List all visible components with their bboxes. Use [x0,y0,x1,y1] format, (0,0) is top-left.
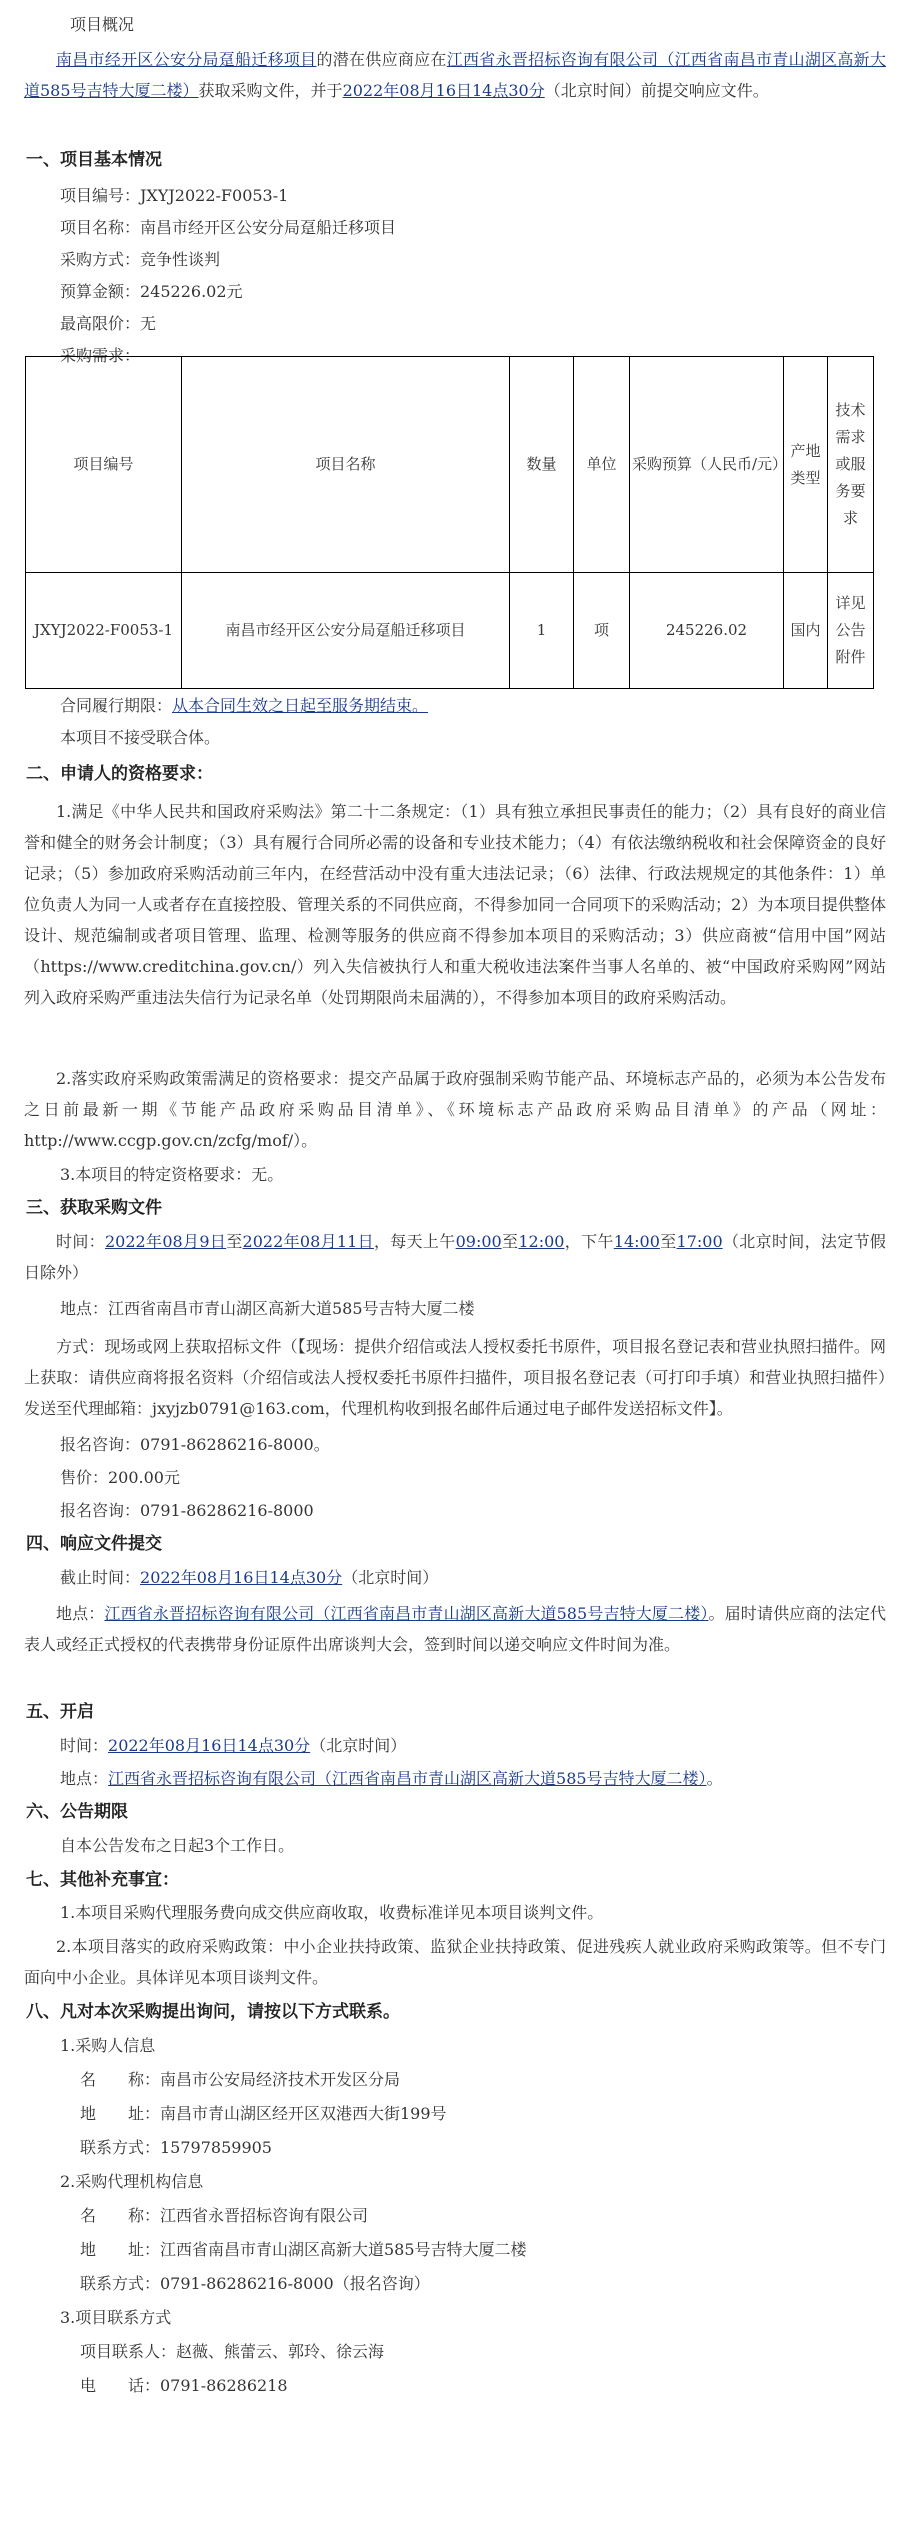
opening-time-tail: （北京时间） [310,1736,407,1755]
overview-project-name: 南昌市经开区公安分局趸船迁移项目 [56,50,317,69]
acquire-to-1: 至 [226,1232,243,1251]
submission-place [24,1598,886,1660]
opening-time-value: 2022年08月16日14点30分 [108,1736,311,1755]
section-3-heading: 三、获取采购文件 [26,1198,162,1218]
project-number: 项目编号：JXYJ2022-F0053-1 [60,186,289,205]
consortium-note: 本项目不接受联合体。 [60,728,221,747]
cell-budget: 245226.02 [630,573,784,689]
acquire-tail: （北京时间，法定节假日除外） [24,1232,886,1282]
section-2-heading: 二、申请人的资格要求： [26,764,213,784]
submission-place-label: 地点： [56,1604,105,1623]
submission-deadline-value: 2022年08月16日14点30分 [140,1568,343,1587]
acquire-to-2: 至 [501,1232,519,1251]
document-price: 售价：200.00元 [60,1468,180,1487]
table-row [26,573,874,689]
max-price: 最高限价：无 [60,314,157,333]
purchaser-address: 地 址：南昌市青山湖区经开区双港西大街199号 [80,2104,447,2123]
acquire-time [24,1226,886,1288]
purchaser-title: 1.采购人信息 [60,2036,156,2055]
overview-address: 江西省永晋招标咨询有限公司（江西省南昌市青山湖区高新大道585号吉特大厦二楼） [24,50,886,100]
opening-place-value: 江西省永晋招标咨询有限公司（江西省南昌市青山湖区高新大道585号吉特大厦二楼） [108,1769,707,1788]
acquire-method: 方式：现场或网上获取招标文件（【现场：提供介绍信或法人授权委托书原件，项目报名登记表和营业执照扫描件。网上获取：请供应商将报名资料（介绍信或法人授权委托书原件扫描件，项目报名登记表（可打印手填）和营业执照扫描件）发送至代理邮箱：jxyjzb0791@163.com，代理机构收到报名邮件后通过电子邮件发送招标文件】。 [24,1337,886,1418]
registration-consult-1: 报名咨询：0791-86286216-8000。 [60,1435,330,1454]
supplement-2: 2.本项目落实的政府采购政策：中小企业扶持政策、监狱企业扶持政策、促进残疾人就业政府采购政策等。但不专门面向中小企业。具体详见本项目谈判文件。 [24,1937,886,1987]
section-6-heading: 六、公告期限 [26,1802,128,1822]
qualification-paragraph-2: 2.落实政府采购政策需满足的资格要求：提交产品属于政府强制采购节能产品、环境标志产品的，必须为本公告发布之日前最新一期《节能产品政府采购品目清单》、《环境标志产品政府采购品目清单》的产品（网址：http://www.ccgp.gov.cn/zcfg/mof/）。 [24,1069,886,1150]
cell-origin-type: 国内 [784,573,828,689]
opening-time [60,1734,406,1758]
cell-technical-requirements: 详见公告附件 [828,573,874,689]
agent-address: 地 址：江西省南昌市青山湖区高新大道585号吉特大厦二楼 [80,2240,527,2259]
agent-phone: 联系方式：0791-86286216-8000（报名咨询） [80,2274,430,2293]
contract-period [60,694,428,718]
supplement-1: 1.本项目采购代理服务费向成交供应商收取，收费标准详见本项目谈判文件。 [60,1903,604,1922]
section-8-heading: 八、凡对本次采购提出询问，请按以下方式联系。 [26,2002,400,2022]
overview-text-2: 获取采购文件，并于 [198,81,343,100]
section-1-heading: 一、项目基本情况 [26,150,162,170]
opening-place-label: 地点： [60,1769,109,1788]
acquire-pm: ，下午 [564,1232,614,1251]
contact-people: 项目联系人：赵薇、熊蕾云、郭玲、徐云海 [80,2342,385,2361]
header-unit: 单位 [574,357,630,573]
cell-project-name: 南昌市经开区公安分局趸船迁移项目 [182,573,510,689]
overview-text-3: （北京时间）前提交响应文件。 [544,81,769,100]
cell-quantity: 1 [510,573,574,689]
section-7-heading: 七、其他补充事宜： [26,1870,179,1890]
submission-place-value: 江西省永晋招标咨询有限公司（江西省南昌市青山湖区高新大道585号吉特大厦二楼） [104,1604,709,1623]
header-budget: 采购预算（人民币/元） [630,357,784,573]
purchaser-phone: 联系方式：15797859905 [80,2138,272,2157]
section-4-heading: 四、响应文件提交 [26,1534,162,1554]
opening-time-label: 时间： [60,1736,109,1755]
submission-deadline-label: 截止时间： [60,1568,141,1587]
table-header-row [26,357,874,573]
header-origin-type: 产地类型 [784,357,828,573]
submission-place-tail: 。届时请供应商的法定代表人或经正式授权的代表携带身份证原件出席谈判大会，签到时间以递交响应文件时间为准。 [24,1604,886,1654]
registration-consult-2: 报名咨询：0791-86286216-8000 [60,1501,314,1520]
project-name: 项目名称：南昌市经开区公安分局趸船迁移项目 [60,218,397,237]
announcement-period: 自本公告发布之日起3个工作日。 [60,1836,295,1855]
acquire-pm-start: 14:00 [613,1232,660,1251]
acquire-to-3: 至 [659,1232,677,1251]
qualification-paragraph-1: 1.满足《中华人民共和国政府采购法》第二十二条规定：（1）具有独立承担民事责任的能力；（2）具有良好的商业信誉和健全的财务会计制度；（3）具有履行合同所必需的设备和专业技术能力；（4）有依法缴纳税收和社会保障资金的良好记录；（5）参加政府采购活动前三年内，在经营活动中没有重大违法记录；（6）法律、行政法规规定的其他条件：1）单位负责人为同一人或者存在直接控股、管理关系的不同供应商，不得参加同一合同项下的采购活动；2）为本项目提供整体设计、规范编制或者项目管理、监理、检测等服务的供应商不得参加本项目的采购活动；3）供应商被“信用中国”网站（https://www.creditchina.gov.cn/）列入失信被执行人和重大税收违法案件当事人名单的、被“中国政府采购网”网站列入政府采购严重违法失信行为记录名单（处罚期限尚未届满的），不得参加本项目的政府采购活动。 [24,802,886,1007]
acquire-daily: ，每天上午 [373,1232,456,1251]
requirements-label: 采购需求： [60,346,141,365]
cell-project-number: JXYJ2022-F0053-1 [26,573,182,689]
contract-period-value: 从本合同生效之日起至服务期结束。 [172,696,429,715]
acquire-am-end: 12:00 [518,1232,565,1251]
requirements-table [25,356,874,689]
section-5-heading: 五、开启 [26,1702,94,1722]
purchaser-name: 名 称：南昌市公安局经济技术开发区分局 [80,2070,401,2089]
opening-place [60,1767,723,1791]
acquire-time-label: 时间： [56,1232,105,1251]
submission-deadline-tail: （北京时间） [342,1568,439,1587]
acquire-end-date: 2022年08月11日 [242,1232,374,1251]
header-quantity: 数量 [510,357,574,573]
overview-text-1: 的潜在供应商应在 [316,50,447,69]
overview-paragraph [24,44,886,106]
acquire-am-start: 09:00 [455,1232,502,1251]
qualification-paragraph-3: 3.本项目的特定资格要求：无。 [60,1165,284,1184]
overview-deadline: 2022年08月16日14点30分 [342,81,545,100]
contact-title: 3.项目联系方式 [60,2308,172,2327]
submission-deadline [60,1566,438,1590]
agent-name: 名 称：江西省永晋招标咨询有限公司 [80,2206,369,2225]
cell-unit: 项 [574,573,630,689]
header-project-number: 项目编号 [26,357,182,573]
agent-title: 2.采购代理机构信息 [60,2172,204,2191]
acquire-place: 地点：江西省南昌市青山湖区高新大道585号吉特大厦二楼 [60,1299,475,1318]
procurement-method: 采购方式：竞争性谈判 [60,250,221,269]
acquire-pm-end: 17:00 [676,1232,723,1251]
header-technical-requirements: 技术需求或服务要求 [828,357,874,573]
contact-phone: 电 话：0791-86286218 [80,2376,288,2395]
overview-title: 项目概况 [70,15,135,34]
header-project-name: 项目名称 [182,357,510,573]
contract-period-label: 合同履行期限： [60,696,173,715]
opening-place-tail: 。 [706,1769,723,1788]
budget-amount: 预算金额：245226.02元 [60,282,243,301]
acquire-start-date: 2022年08月9日 [104,1232,227,1251]
